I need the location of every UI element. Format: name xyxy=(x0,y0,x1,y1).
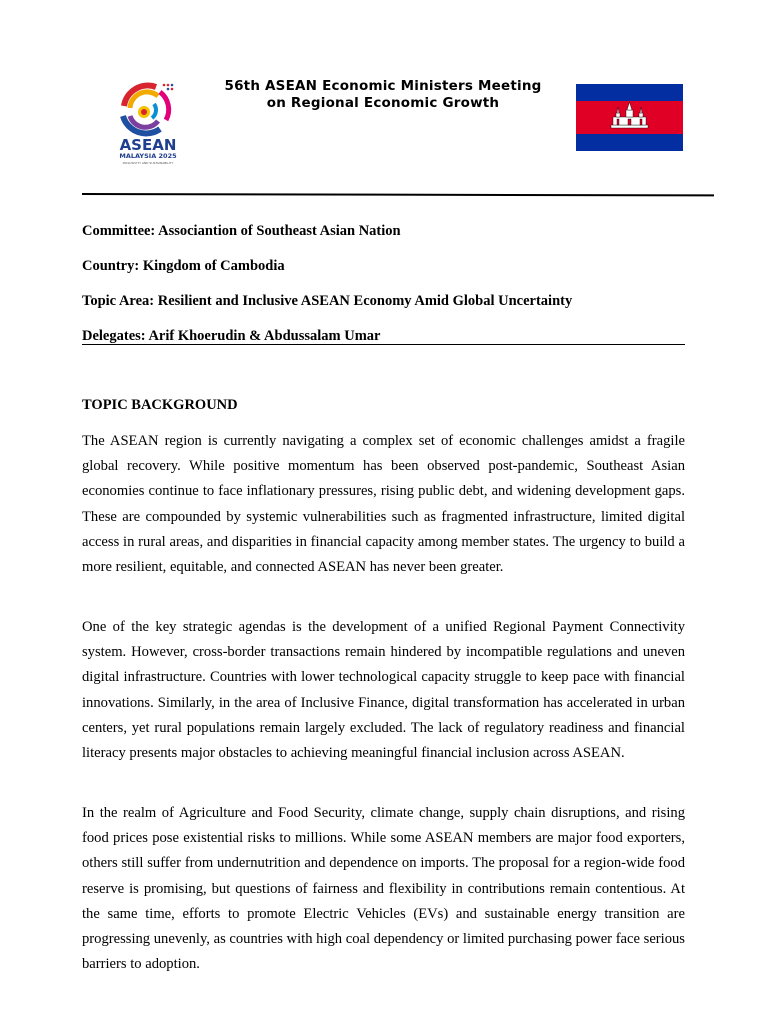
asean-logo-icon xyxy=(112,78,188,166)
paragraph-3: In the realm of Agriculture and Food Security, climate change, supply chain disruptions, and rising food prices pose existential risks to millions. While some ASEAN members are major food exporters, others still suffer from undernutrition and dependence on imports. The proposal for a region-wide food reserve is promising, but questions of fairness and flexibility in contributions remain contentious. At the same time, efforts to promote Electric Vehicles (EVs) and sustainable energy transition are progressing unevenly, as countries with high coal dependency or limited purchasing power face serious barriers to adoption. xyxy=(82,805,685,973)
committee-label: Committee: xyxy=(82,223,156,239)
svg-text:INCLUSIVITY AND SUSTAINABILITY: INCLUSIVITY AND SUSTAINABILITY xyxy=(122,161,174,165)
topic-line xyxy=(82,292,685,310)
country-line xyxy=(82,257,685,275)
country-label: Country: xyxy=(82,258,140,274)
delegates-value: Arif Khoerudin & Abdussalam Umar xyxy=(148,328,381,344)
committee-value: Associantion of Southeast Asian Nation xyxy=(158,223,401,239)
committee-line xyxy=(82,222,685,240)
title-line-1: 56th ASEAN Economic Ministers Meeting xyxy=(224,78,542,94)
country-value: Kingdom of Cambodia xyxy=(142,258,285,274)
section-heading: TOPIC BACKGROUND xyxy=(82,397,238,413)
header-divider xyxy=(82,193,714,196)
topic-label: Topic Area: xyxy=(82,293,155,309)
svg-text:MALAYSIA 2025: MALAYSIA 2025 xyxy=(119,152,177,160)
topic-value: Resilient and Inclusive ASEAN Economy Amid Global Uncertainty xyxy=(157,293,573,309)
delegates-label: Delegates: xyxy=(82,328,146,344)
meta-divider xyxy=(82,344,685,345)
cambodia-flag-icon xyxy=(576,84,683,151)
delegates-line xyxy=(82,327,685,345)
svg-text:ASEAN: ASEAN xyxy=(119,136,177,154)
title-line-2: on Regional Economic Growth xyxy=(266,95,500,111)
document-title xyxy=(200,78,566,112)
paragraph-1: The ASEAN region is currently navigating a complex set of economic challenges amidst a fragile global recovery. While positive momentum has been observed post-pandemic, Southeast Asian economies continue to face inflationary pressures, rising public debt, and widening development gaps. These are compounded by systemic vulnerabilities such as fragmented infrastructure, limited digital access in rural areas, and disparities in financial capacity among member states. The urgency to build a more resilient, equitable, and connected ASEAN has never been greater. xyxy=(82,433,685,576)
paragraph-2: One of the key strategic agendas is the development of a unified Regional Payment Connectivity system. However, cross-border transactions remain hindered by incompatible regulations and uneven digital infrastructure. Countries with lower technological capacity struggle to keep pace with financial innovations. Similarly, in the area of Inclusive Finance, digital transformation has accelerated in urban centers, yet rural populations remain largely excluded. The lack of regulatory readiness and financial literacy presents major obstacles to achieving meaningful financial inclusion across ASEAN. xyxy=(82,619,685,762)
